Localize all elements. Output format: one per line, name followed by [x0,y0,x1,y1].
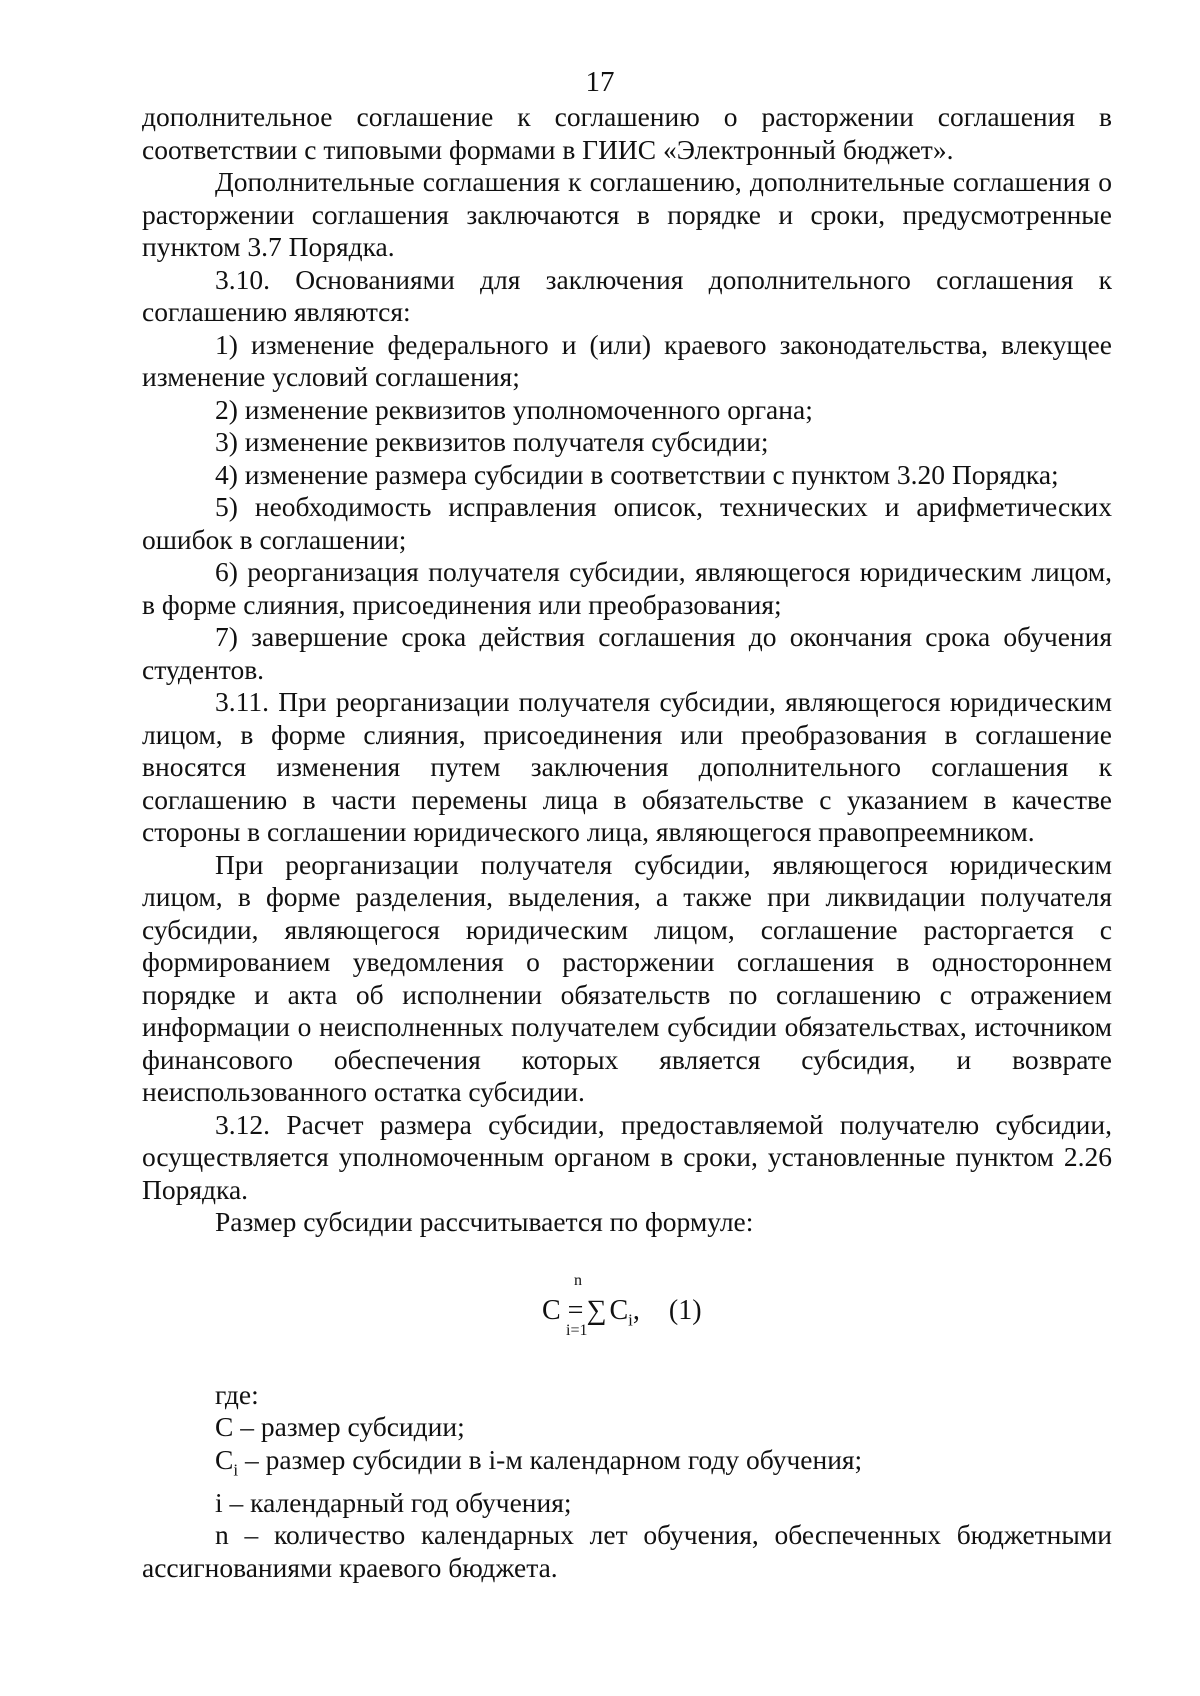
list-item: 3) изменение реквизитов получателя субсидии; [215,426,769,457]
paragraph: 3.10. Основаниями для заключения дополнительного соглашения к соглашению являются: [142,263,1112,327]
definition-item: $С_i$ – размер субсидии в i-м календарном году обучения; [215,1443,863,1479]
formula: С = ∑ $С_i$, n i=1 (1) [542,1271,702,1339]
sum-symbol: ∑ [586,1294,607,1326]
formula-term-subscript: i [628,1310,633,1330]
sum-lower-limit: i=1 [566,1321,588,1339]
list-item: 2) изменение реквизитов уполномоченного органа; [215,393,813,425]
definitions-intro: где: [215,1378,259,1410]
paragraph: Размер субсидии рассчитывается по формуле: [215,1206,754,1237]
paragraph: 3.12. Расчет размера субсидии, предоставляемой получателю субсидии, осуществляется уполномоченным органом в сроки, установленные пунктом 2.26 Порядка. [142,1108,1112,1205]
list-item: 5) необходимость исправления описок, технических и арифметических ошибок в соглашении; [142,491,1112,555]
paragraph: дополнительное соглашение к соглашению о расторжении соглашения в соответствии с типовыми формами в ГИИС «Электронный бюджет». [142,101,1112,165]
formula-lhs: С = [542,1294,584,1326]
definition-item: n – количество календарных лет обучения, обеспеченных бюджетными ассигнованиями краевого бюджета. [142,1519,1112,1583]
formula-number: (1) [668,1294,702,1326]
list-item: 6) реорганизация получателя субсидии, являющегося юридическим лицом, в форме слияния, присоединения или преобразования; [142,556,1112,620]
list-item: 7) завершение срока действия соглашения до окончания срока обучения студентов. [142,621,1112,685]
list-item: 4) изменение размера субсидии в соответствии с пунктом 3.20 Порядка; [215,458,1059,490]
paragraph: При реорганизации получателя субсидии, являющегося юридическим лицом, в форме разделения, выделения, а также при ликвидации получателя субсидии, являющегося юридическим лицом, соглашение расторгается с формированием уведомления о расторжении соглашения в одностороннем порядке и акта об исполнении обязательств по соглашению с отражением информации о неисполненных получателем субсидии обязательствах, источником финансового обеспечения которых является субсидия, и возврате неиспользованного остатка субсидии. [142,848,1112,1107]
paragraph: Дополнительные соглашения к соглашению, дополнительные соглашения о расторжении соглашения заключаются в порядке и сроки, предусмотренные пунктом 3.7 Порядка. [142,166,1112,262]
definition-item: i – календарный год обучения; [215,1486,572,1518]
formula-term: С [609,1294,629,1326]
document-body [142,101,1112,1584]
definition-item: С – размер субсидии; [215,1411,465,1442]
formula-definitions [142,1379,1112,1585]
page-number: 17 [585,66,615,98]
list-item: 1) изменение федерального и (или) краевого законодательства, влекущее изменение условий соглашения; [142,328,1112,392]
paragraph: 3.11. При реорганизации получателя субсидии, являющегося юридическим лицом, в форме слияния, присоединения или преобразования в соглашение вносятся изменения путем заключения дополнительного соглашения к соглашению в части перемены лица в обязательстве с указанием в качестве стороны в соглашении юридического лица, являющегося правопреемником. [142,686,1112,847]
sum-upper-limit: n [574,1271,582,1289]
formula-block [142,1269,1112,1379]
